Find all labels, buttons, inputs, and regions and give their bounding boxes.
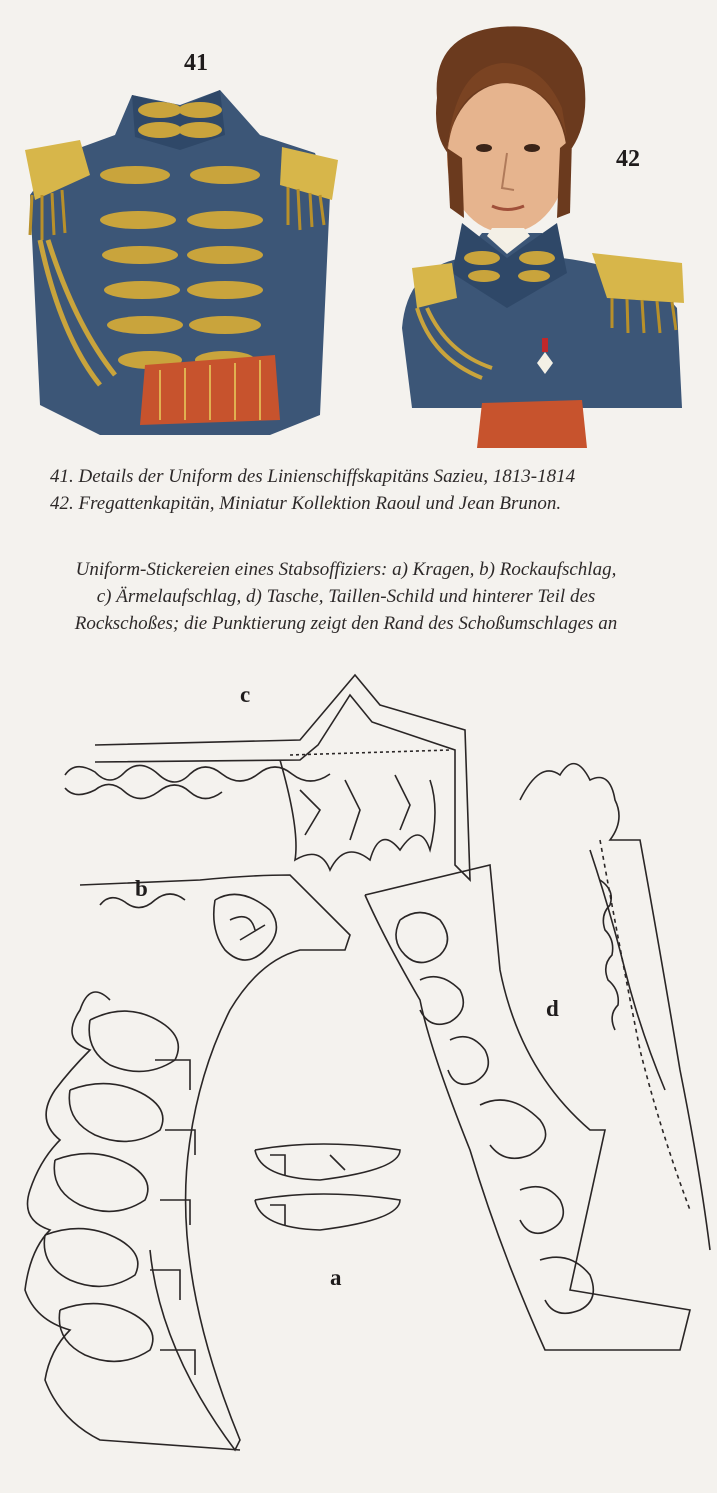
drawing-label-c: c [240,682,251,707]
caption-figure-41: 41. Details der Uniform des Linienschiffskapitäns Sazieu, 1813-1814 [50,466,576,487]
drawing-c-sleeve-cuff [65,675,470,880]
caption-embroidery-line-2: c) Ärmelaufschlag, d) Tasche, Taillen-Schild und hinterer Teil des [96,586,596,607]
caption-embroidery [16,556,676,637]
figure-42-number: 42 [616,146,640,172]
caption-embroidery-line-1: Uniform-Stickereien eines Stabsoffiziers: a) Kragen, b) Rockaufschlag, [75,559,617,580]
officer-portrait-miniature [392,8,690,456]
caption-figure-42: 42. Fregattenkapitän, Miniatur Kollektion Raoul und Jean Brunon. [50,493,562,514]
drawing-label-a: a [330,1265,342,1290]
drawing-d-pocket [365,764,710,1350]
caption-embroidery-line-3: Rockschoßes; die Punktierung zeigt den Rand des Schoßumschlages an [74,613,618,634]
drawing-a-collar [25,992,400,1450]
drawing-label-d: d [546,996,559,1021]
uniform-jacket-illustration [20,75,345,437]
embroidery-line-drawings [0,650,717,1493]
drawing-label-b: b [135,876,148,901]
figure-41-number: 41 [184,50,208,76]
drawing-b-lapel [80,875,350,1450]
